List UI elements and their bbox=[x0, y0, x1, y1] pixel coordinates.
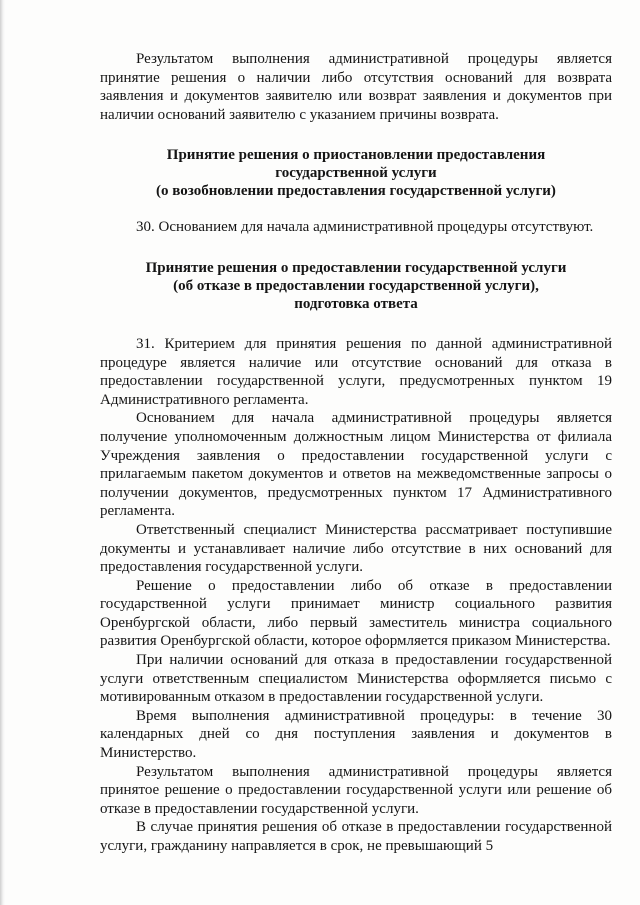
paragraph-decision: Решение о предоставлении либо об отказе в предоставлении государственной услуги принимает министр социального развития Оренбургской области, либо первый заместитель министра социального развития Оренбургской области, которое оформляется приказом Министерства. bbox=[100, 577, 612, 650]
paragraph-time: Время выполнения административной процедуры: в течение 30 календарных дней со дня поступления заявления и документов в Министерство. bbox=[100, 707, 612, 762]
section-heading-suspension bbox=[100, 146, 612, 200]
heading-decision-line-2: (об отказе в предоставлении государственной услуги), bbox=[173, 277, 539, 294]
document-body bbox=[100, 50, 612, 856]
paragraph-result: Результатом выполнения административной процедуры является принятое решение о предоставлении государственной услуги или решение об отказе в предоставлении государственной услуги. bbox=[100, 763, 612, 817]
paragraph-31: 31. Критерием для принятия решения по данной административной процедуре является наличие или отсутствие оснований для отказа в предоставлении государственной услуги, предусмотренных пунктом 19 Административного регламента. bbox=[100, 335, 612, 408]
paragraph-specialist: Ответственный специалист Министерства рассматривает поступившие документы и устанавливает наличие либо отсутствие в них оснований для предоставления государственной услуги. bbox=[100, 521, 612, 576]
section-heading-decision bbox=[100, 259, 612, 313]
paragraph-intro-result: Результатом выполнения административной процедуры является принятие решения о наличии либо отсутствия оснований для возврата заявления и документов заявителю или возврат заявления и документов при наличии оснований заявителю с указанием причины возврата. bbox=[100, 51, 612, 123]
heading-decision-line-3: подготовка ответа bbox=[294, 295, 418, 312]
heading-suspension-line-3: (о возобновлении предоставления государственной услуги) bbox=[156, 183, 556, 200]
paragraph-30: 30. Основанием для начала административной процедуры отсутствуют. bbox=[136, 219, 594, 236]
paragraph-refusal: При наличии оснований для отказа в предоставлении государственной услуги ответственным специалистом Министерства оформляется письмо с мотивированным отказом в предоставлении государственной услуги. bbox=[100, 652, 612, 706]
paragraph-basis: Основанием для начала административной процедуры является получение уполномоченным должностным лицом Министерства от филиала Учреждения заявления о предоставлении государственной услуги с прилагаемым пакетом документов и ответов на межведомственные запросы о получении документов, предусмотренных пунктом 17 Административного регламента. bbox=[100, 410, 612, 520]
heading-decision-line-1: Принятие решения о предоставлении государственной услуги bbox=[145, 259, 567, 276]
heading-suspension-line-2: государственной услуги bbox=[275, 165, 437, 182]
paragraph-case: В случае принятия решения об отказе в предоставлении государственной услуги, гражданину направляется в срок, не превышающий 5 bbox=[100, 819, 612, 854]
heading-suspension-line-1: Принятие решения о приостановлении предоставления bbox=[166, 147, 546, 164]
page-edge-shadow bbox=[0, 0, 5, 905]
